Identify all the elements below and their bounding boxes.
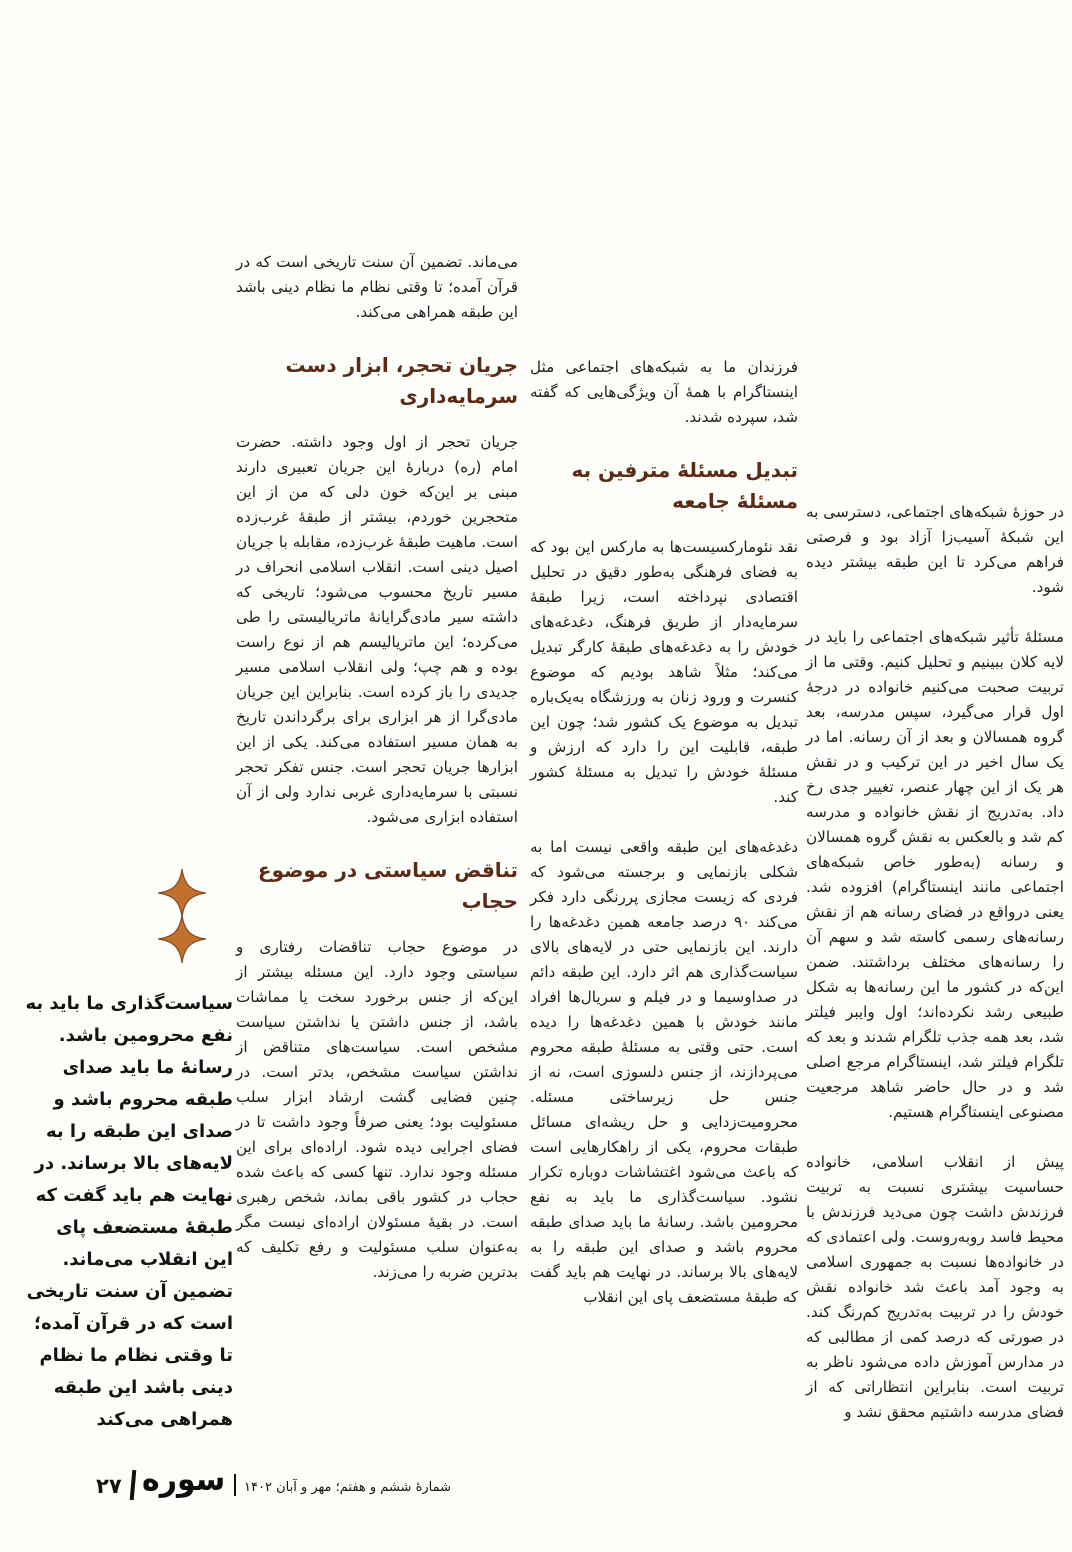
issue-line: شمارهٔ ششم و هفتم؛ مهر و آبان ۱۴۰۲ <box>244 1480 452 1495</box>
magazine-logo: سوره <box>142 1460 226 1499</box>
footer-divider <box>130 1470 137 1500</box>
column-right <box>806 500 1064 1450</box>
paragraph: مسئلهٔ تأثیر شبکه‌های اجتماعی را باید در لایه کلان ببینیم و تحلیل کنیم. وقتی ما از تربیت صحبت می‌کنیم خانواده در درجهٔ اول قرار می‌گیرد، سپس مدرسه، بعد گروه همسالان و بعد از آن رسانه. اما در یک سال اخیر در این ترکیب و در نقش هر یک از این چهار عنصر، تغییر جدی رخ داد. به‌تدریج از نقش خانواده و مدرسه کم شد و بالعکس به نقش گروه همسالان و رسانه (به‌طور خاص شبکه‌های اجتماعی مانند اینستاگرام) افزوده شد. یعنی درواقع در فضای رسانه هم از نقش رسانه‌های رسمی کاسته شد و سهم آن را رسانه‌های مختلف برداشتند. ضمن این‌که در کشور ما این رسانه‌ها به شکل طبیعی رشد نکرده‌اند؛ اول وایبر فیلتر شد، بعد همه جذب تلگرام شدند و بعد که تلگرام فیلتر شد، اینستاگرام مرجع اصلی شد و در حال حاضر شاهد مرجعیت مصنوعی اینستاگرام هستیم. <box>806 628 1064 1121</box>
page-number: ۲۷ <box>96 1474 122 1498</box>
paragraph: در حوزهٔ شبکه‌های اجتماعی، دسترسی به این شبکهٔ آسیب‌زا آزاد بود و فرصتی فراهم می‌کرد تا این طبقه بیشتر دیده شود. <box>806 503 1064 596</box>
page-footer <box>0 1460 1072 1520</box>
four-point-star-icon <box>157 914 207 964</box>
column-middle <box>530 355 798 1335</box>
pull-quote: سیاست‌گذاری ما باید به نفع محرومین باشد. رسانهٔ ما باید صدای طبقه محروم باشد و صدای این طبقه را به لایه‌های بالا برساند. در نهایت هم باید گفت که طبقهٔ مستضعف پای این انقلاب می‌ماند. تضمین آن سنت تاریخی است که در قرآن آمده؛ تا وقتی نظام ما نظام دینی باشد این طبقه همراهی می‌کند <box>25 993 233 1430</box>
section-heading-hijab: تناقض سیاستی در موضوع حجاب <box>257 858 518 913</box>
section-heading-motraffin: تبدیل مسئلهٔ مترفین به مسئلهٔ جامعه <box>571 458 798 513</box>
paragraph: نقد نئومارکسیست‌ها به مارکس این بود که به فضای فرهنگی به‌طور دقیق در تحلیل اقتصادی نپرداخته است، زیرا طبقهٔ سرمایه‌دار از طریق فرهنگ، دغدغه‌های خودش را به دغدغه‌های طبقهٔ کارگر تبدیل می‌کند؛ مثلاً شاهد بودیم که موضوع کنسرت و ورود زنان به ورزشگاه به‌یک‌باره تبدیل به موضوع یک کشور شد؛ چون این طبقه، قابلیت این را دارد که ارزش و مسئلهٔ خودش را تبدیل به مسئلهٔ کشور کند. <box>530 538 798 806</box>
paragraph: پیش از انقلاب اسلامی، خانواده حساسیت بیشتری نسبت به تربیت فرزندش داشت چون می‌دید فرزندش با محیط فاسد روبه‌روست. ولی اعتمادی که در خانواده‌ها نسبت به جمهوری اسلامی به وجود آمد باعث شد خانواده نقش خودش را در تربیت به‌تدریج کم‌رنگ کند. در صورتی که درصد کمی از مطالبی که در مدارس آموزش داده می‌شود ناظر به تربیت است. بنابراین انتظاراتی که از فضای مدرسه داشتیم محقق نشد و <box>806 1153 1064 1421</box>
paragraph: می‌ماند. تضمین آن سنت تاریخی است که در قرآن آمده؛ تا وقتی نظام ما نظام دینی باشد این طبقه همراهی می‌کند. <box>236 253 518 321</box>
double-diamond-ornament <box>155 870 209 962</box>
footer-divider <box>234 1474 236 1496</box>
paragraph: در موضوع حجاب تناقضات رفتاری و سیاستی وجود دارد. این مسئله بیشتر از این‌که از جنس برخورد سخت یا مماشات باشد، از جنس داشتن یا نداشتن سیاست مشخص است. سیاست‌های متناقض از نداشتن سیاست مشخص، بدتر است. در چنین فضایی گشت ارشاد ابزار سلب مسئولیت بود؛ یعنی صرفاً وجود داشت تا در فضای اجرایی دیده شود. اراده‌ای برای این مسئله وجود ندارد. تنها کسی که باعث شده حجاب در کشور باقی بماند، شخص رهبری است. در بقیهٔ مسئولان اراده‌ای نیست مگر به‌عنوان سلب مسئولیت و رفع تکلیف که بدترین ضربه را می‌زند. <box>236 938 518 1281</box>
paragraph: جریان تحجر از اول وجود داشته. حضرت امام (ره) دربارهٔ این جریان تعبیری دارند مبنی بر این‌که خون دلی که من از این متحجرین خوردم، بیشتر از طبقهٔ غرب‌زده است. ماهیت طبقهٔ غرب‌زده، مقابله با جریان اصیل دینی است. انقلاب اسلامی انحراف در مسیر تاریخ محسوب می‌شود؛ تاریخی که داشته سیر مادی‌گرایانهٔ ماتریالیستی را طی می‌کرده؛ این ماتریالیسم هم از نوع راست بوده و هم چپ؛ ولی انقلاب اسلامی مسیر جدیدی را باز کرده است. بنابراین این جریان مادی‌گرا از هر ابزاری برای برگرداندن تاریخ به همان مسیر استفاده می‌کند. یکی از این ابزارها جریان تحجر است. جنس تفکر تحجر نسبتی با سرمایه‌داری غربی ندارد ولی از آن استفاده ابزاری می‌شود. <box>236 433 518 826</box>
section-heading-tahajor: جریان تحجر، ابزار دست سرمایه‌داری <box>285 353 518 408</box>
paragraph: دغدغه‌های این طبقه واقعی نیست اما به شکلی بازنمایی و برجسته می‌شود که فردی که زیست مجازی پررنگی دارد فکر می‌کند ۹۰ درصد جامعه همین دغدغه‌ها را دارند. این بازنمایی حتی در لایه‌های بالای سیاست‌گذاری هم اثر دارد. این طبقه دائم در صداوسیما و در فیلم و سریال‌ها افراد مانند خودش با همین دغدغه‌ها را دیده است. حتی وقتی به مسئلهٔ طبقه محروم می‌پردازند، از جنس دلسوزی است، نه از جنس حل زیرساختی مسئله. محرومیت‌زدایی و حل ریشه‌ای مسائل طبقات محروم، یکی از راهکارهایی است که باعث می‌شود اغتشاشات دوباره تکرار نشود. سیاست‌گذاری ما باید به نفع محرومین باشد. رسانهٔ ما باید صدای طبقه محروم باشد و صدای این طبقه را به لایه‌های بالا برساند. در نهایت هم باید گفت که طبقهٔ مستضعف پای این انقلاب <box>530 838 798 1306</box>
column-left <box>236 250 518 1310</box>
four-point-star-icon <box>157 868 207 918</box>
paragraph: فرزندان ما به شبکه‌های اجتماعی مثل اینستاگرام با همهٔ آن ویژگی‌هایی که گفته شد، سپرده شدند. <box>530 358 798 426</box>
